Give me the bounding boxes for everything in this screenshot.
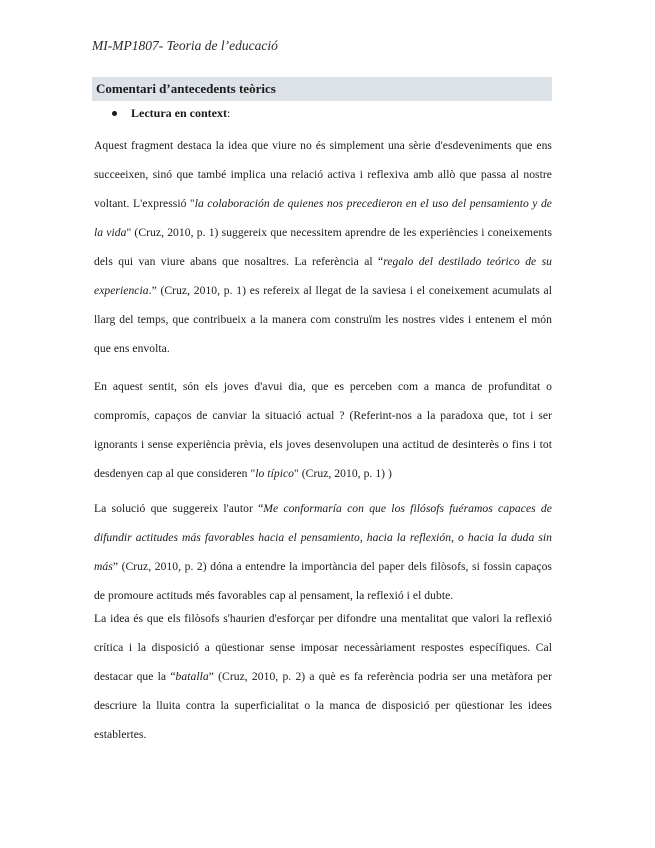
p3-quote-1: Me conformaría con que los filósofs fuéramos capaces de difundir actitudes más favorables hacia el pensamiento, hacia la reflexión, o hacia la duda sin más	[94, 502, 552, 573]
p1-quote-2: regalo del destilado teórico de su experiencia	[94, 255, 552, 297]
p4-text-a: La idea és que els filòsofs s'haurien d'esforçar per difondre una mentalitat que valori la reflexió crítica i la disposició a qüestionar sense imposar necessàriament respostes específiques. Cal destacar que la “	[94, 612, 552, 683]
page-header-title: MI-MP1807- Teoria de l’educació	[92, 38, 278, 53]
bullet-dot-icon	[112, 111, 117, 116]
p1-text-b: " (Cruz, 2010, p. 1) suggereix que necessitem aprendre de les experiències i coneixements dels qui van viure abans que nosaltres. La referència al “	[94, 226, 553, 268]
p1-text-a: Aquest fragment destaca la idea que viure no és simplement una sèrie d'esdeveniments que ens succeeixen, sinó que també implica una relació activa i reflexiva amb allò que passa al nostre voltant. L'expressió "	[94, 139, 552, 210]
p3-text-b: ” (Cruz, 2010, p. 2) dóna a entendre la importància del paper dels filòsofs, si fossin capaços de promoure actituds més favorables cap al pensament, la reflexió i el dubte.	[94, 560, 552, 602]
p2-text-a: En aquest sentit, són els joves d'avui dia, que es perceben com a manca de profunditat o compromís, capaços de canviar la situació actual ? (Referint-nos a la paradoxa que, tot i ser ignorants i sense experiència prèvia, els joves desenvolupen una actitud de desinterès o fins i tot desdenyen cap al que consideren "	[94, 380, 552, 480]
bullet-item	[112, 106, 230, 121]
paragraph-2	[94, 372, 552, 488]
paragraph-1	[94, 131, 552, 363]
bullet-suffix: :	[226, 106, 231, 120]
p4-quote-1: batalla	[175, 670, 209, 683]
section-heading: Comentari d’antecedents teòrics	[92, 77, 552, 101]
p4-text-b: ” (Cruz, 2010, p. 2) a què es fa referència podria ser una metàfora per descriure la lluita contra la superficialitat o la manca de disposició per qüestionar les idees establertes.	[94, 670, 552, 741]
paragraph-4	[94, 604, 552, 749]
p2-text-b: " (Cruz, 2010, p. 1) )	[294, 467, 392, 480]
p1-quote-1: la colaboración de quienes nos precedieron en el uso del pensamiento y de la vida	[94, 197, 553, 239]
p1-text-c: .” (Cruz, 2010, p. 1) es refereix al llegat de la saviesa i el coneixement acumulats al llarg del temps, que contribueix a la manera com construïm les nostres vides i entenem el món que ens envolta.	[94, 284, 552, 355]
p2-quote-1: lo típico	[255, 467, 295, 480]
bullet-label: Lectura en context	[131, 106, 227, 120]
paragraph-3	[94, 494, 552, 610]
p3-text-a: La solució que suggereix l'autor “	[94, 502, 264, 515]
